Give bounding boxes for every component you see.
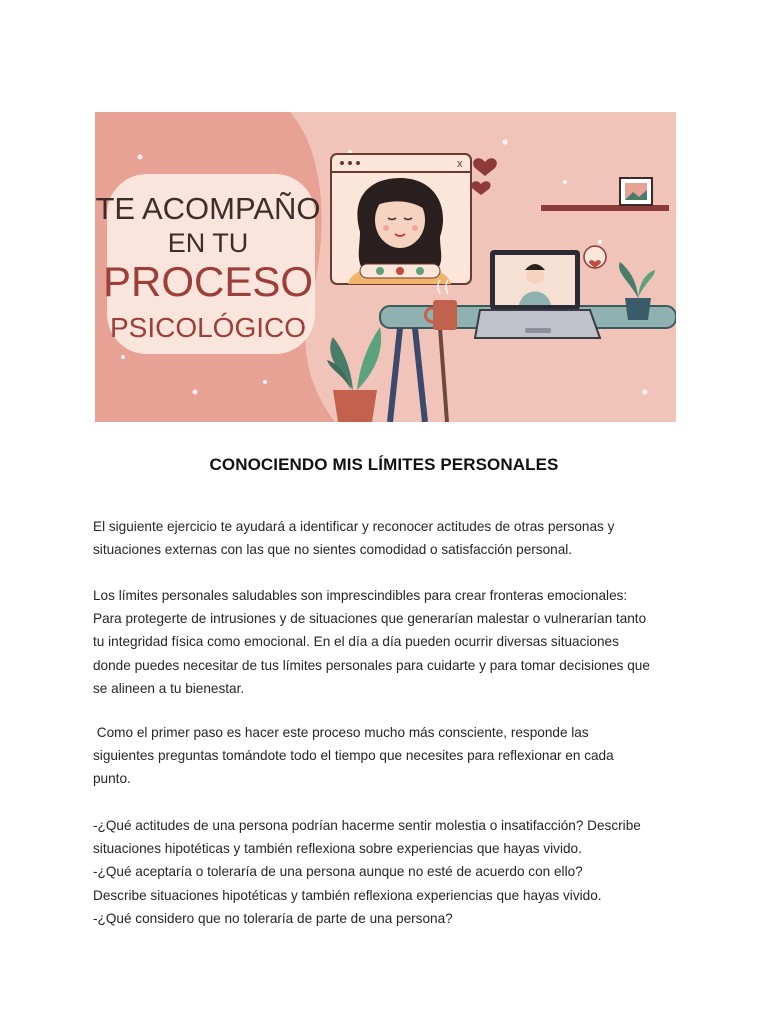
document-title: CONOCIENDO MIS LÍMITES PERSONALES <box>209 455 559 474</box>
paragraph-line: Como el primer paso es hacer este proceso mucho más consciente, responde las <box>93 725 589 740</box>
question-item <box>93 907 693 930</box>
paragraph-line: Para protegerte de intrusiones y de situaciones que generarían malestar o vulnerarían tanto <box>93 611 647 627</box>
banner-line3: PROCESO <box>102 258 314 305</box>
paragraph-line: El siguiente ejercicio te ayudará a identificar y reconocer actitudes de otras personas y <box>93 519 615 534</box>
question-line: Describe situaciones hipotéticas y también reflexiona experiencias que hayas vivido. <box>93 887 602 903</box>
paragraph-line: situaciones externas con las que no sientes comodidad o satisfacción personal. <box>93 542 573 558</box>
video-call-window <box>331 154 471 284</box>
question-item <box>93 860 693 906</box>
paragraph-limits <box>93 584 693 700</box>
paragraph-line: Los límites personales saludables son imprescindibles para crear fronteras emocionales: <box>93 588 628 603</box>
therapy-illustration <box>95 112 676 422</box>
paragraph-line: punto. <box>93 771 131 787</box>
question-item <box>93 814 693 860</box>
svg-text:x: x <box>457 158 463 170</box>
banner-line1: TE ACOMPAÑO <box>95 191 321 226</box>
question-line: -¿Qué aceptaría o toleraría de una persona aunque no esté de acuerdo con ello? <box>93 864 583 880</box>
paragraph-line: donde puedes necesitar de tus límites personales para cuidarte y para tomar decisiones que <box>93 657 650 673</box>
paragraph-intro <box>93 515 693 561</box>
question-line: -¿Qué considero que no toleraría de parte de una persona? <box>93 910 453 926</box>
paragraph-instructions <box>93 721 693 791</box>
question-line: situaciones hipotéticas y también reflexiona sobre experiencias que hayas vivido. <box>93 841 582 857</box>
question-line: -¿Qué actitudes de una persona podrían hacerme sentir molestia o insatifacción? Describe <box>93 818 641 833</box>
banner-line4: PSICOLÓGICO <box>109 312 307 343</box>
paragraph-line: tu integridad física como emocional. En el día a día pueden ocurrir diversas situaciones <box>93 634 619 650</box>
paragraph-line: se alineen a tu bienestar. <box>93 680 245 696</box>
banner-line2: EN TU <box>167 228 249 258</box>
question-list <box>93 814 693 930</box>
banner-illustration <box>95 112 676 422</box>
paragraph-line: siguientes preguntas tomándote todo el tiempo que necesites para reflexionar en cada <box>93 748 614 764</box>
banner-title-sticker <box>95 174 320 354</box>
